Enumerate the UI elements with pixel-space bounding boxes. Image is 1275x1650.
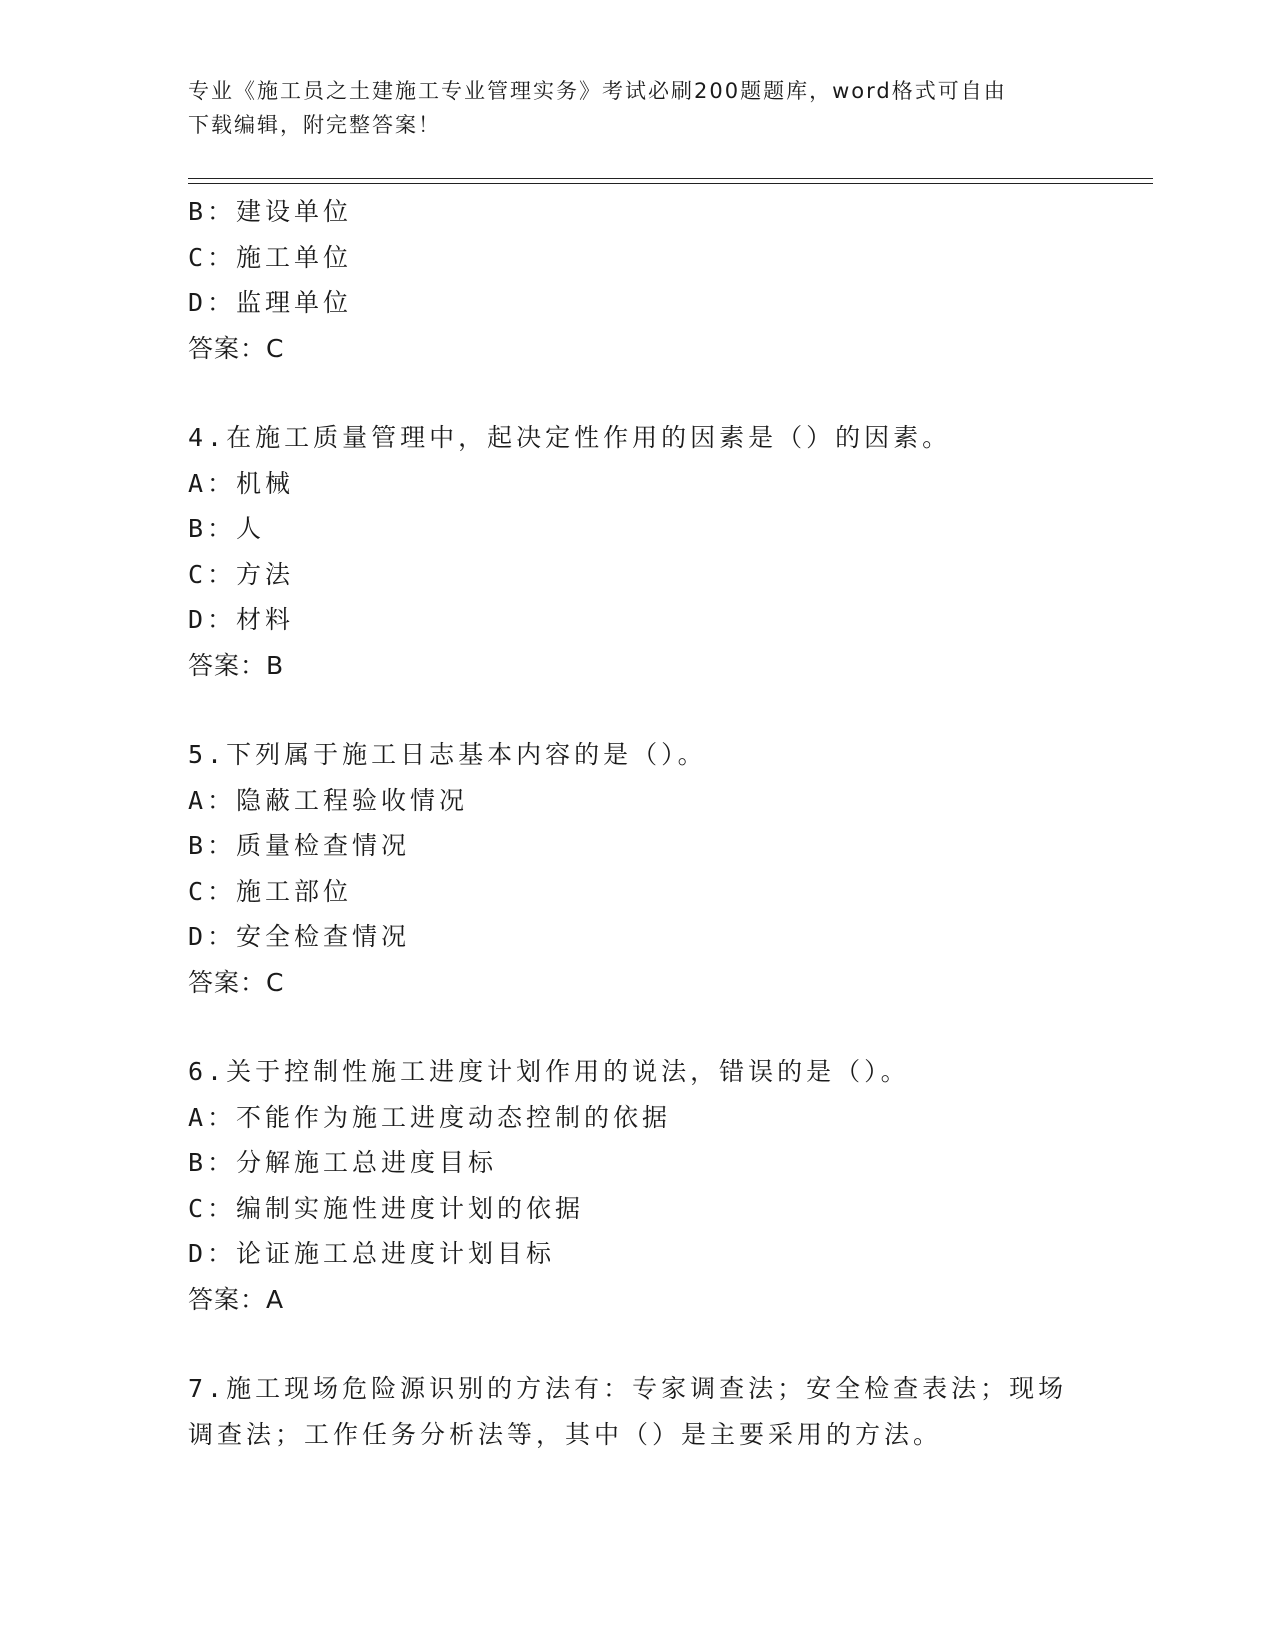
header-title-line-1: 专业《施工员之土建施工专业管理实务》考试必刷200题题库，word格式可自由 xyxy=(188,79,1007,103)
option-c: C：施工部位 xyxy=(188,876,353,906)
question-list xyxy=(188,189,1088,1457)
option-d: D：监理单位 xyxy=(188,288,353,317)
option-a: A：隐蔽工程验收情况 xyxy=(188,785,469,815)
question-text-line-1: 7.施工现场危险源识别的方法有：专家调查法；安全检查表法；现场 xyxy=(188,1374,1068,1403)
option-d: D：材料 xyxy=(188,605,295,634)
option-b: B：建设单位 xyxy=(188,197,353,226)
answer-line: 答案：C xyxy=(188,333,285,363)
option-a: A：不能作为施工进度动态控制的依据 xyxy=(188,1102,672,1132)
option-d: D：论证施工总进度计划目标 xyxy=(188,1239,556,1268)
answer-line: 答案：C xyxy=(188,967,285,997)
option-d: D：安全检查情况 xyxy=(188,922,411,951)
question-text-line-2: 调查法；工作任务分析法等，其中（）是主要采用的方法。 xyxy=(188,1419,943,1449)
option-a: A：机械 xyxy=(188,468,295,498)
header-divider-top xyxy=(188,178,1153,179)
question-5 xyxy=(188,732,1088,1005)
answer-line: 答案：A xyxy=(188,1284,285,1314)
header-divider-bottom xyxy=(188,183,1153,184)
option-b: B：分解施工总进度目标 xyxy=(188,1148,498,1177)
question-7 xyxy=(188,1366,1088,1457)
question-text: 6.关于控制性施工进度计划作用的说法，错误的是（）。 xyxy=(188,1057,910,1086)
answer-line: 答案：B xyxy=(188,650,285,680)
option-b: B：质量检查情况 xyxy=(188,831,411,860)
header-title-line-2: 下载编辑，附完整答案！ xyxy=(188,113,441,137)
option-c: C：方法 xyxy=(188,559,295,589)
question-4 xyxy=(188,415,1088,688)
question-3-continued xyxy=(188,189,1088,371)
document-header xyxy=(188,74,1068,142)
question-text: 5.下列属于施工日志基本内容的是（）。 xyxy=(188,740,707,769)
question-text: 4.在施工质量管理中，起决定性作用的因素是（）的因素。 xyxy=(188,423,952,452)
option-c: C：编制实施性进度计划的依据 xyxy=(188,1193,585,1223)
option-b: B：人 xyxy=(188,514,266,543)
option-c: C：施工单位 xyxy=(188,242,353,272)
question-6 xyxy=(188,1049,1088,1322)
